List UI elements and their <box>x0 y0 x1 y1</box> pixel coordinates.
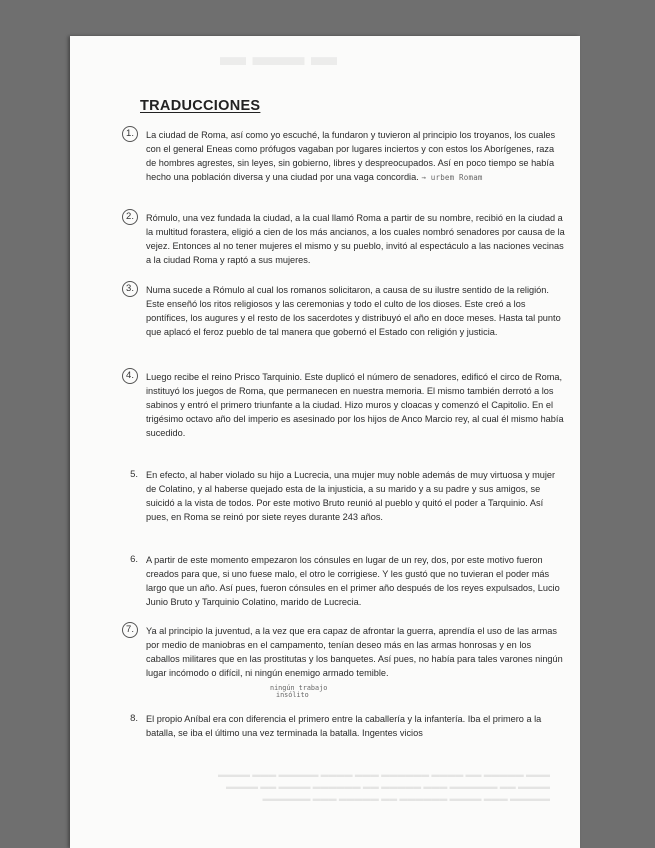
paragraph-7 <box>126 624 566 680</box>
paragraph-text: Numa sucede a Rómulo al cual los romanos solicitaron, a causa de su ilustre sentido de la religión. Este enseñó los ritos religiosos y las ceremonias y todo el culto de los dioses. Este creó a los pontífices, los augures y el resto de los sacerdotes y distribuyó el año en doce meses. Hasta tal punto que aplacó el feroz pueblo de tal manera que gobernó el Estado con religión y justicia. <box>146 285 561 338</box>
paragraph-number: 8. <box>130 713 138 724</box>
paragraph-number-circled: 7. <box>122 622 138 638</box>
paragraph-number-circled: 1. <box>122 126 138 142</box>
paragraph-number-circled: 2. <box>122 209 138 225</box>
paragraph-text: La ciudad de Roma, así como yo escuché, la fundaron y tuvieron al principio los troyanos, los cuales con el general Eneas como prófugos vagaban por lugares inciertos y con estos los Aborígenes, raza de hombres agrestes, sin leyes, sin gobierno, libres y despreocupados. Así en poco tiempo se había hecho una población diversa y una ciudad por una vaga concordia. <box>146 130 556 183</box>
handwritten-note: ningún trabajo insólito <box>270 684 328 699</box>
bleed-through-mark: ▬▬▬ ▬▬▬▬▬ ▬▬ ▬▬▬▬ ▬▬▬▬▬▬ ▬▬▬ ▬▬▬▬ ▬▬▬▬▬ ▬▬▬ ▬▬▬▬ ▬▬▬▬ ▬▬ ▬▬▬▬▬▬ ▬▬▬ ▬▬▬▬▬ ▬▬ ▬▬▬▬▬▬ ▬▬▬▬ ▬▬ ▬▬▬▬ ▬▬▬▬▬ ▬▬▬ ▬▬▬▬ ▬▬▬▬▬▬ ▬▬ ▬▬▬▬▬ ▬▬▬ ▬▬▬▬▬▬ <box>217 770 550 803</box>
paragraph-4 <box>126 370 566 440</box>
paragraph-text: En efecto, al haber violado su hijo a Lucrecia, una mujer muy noble además de muy virtuosa y mujer de Colatino, y al haberse quejado esta de la injusticia, a su marido y a su padre y sus amigos, se suicidó a la vista de todos. Por este motivo Bruto reunió al pueblo y quitó el poder a Tarquinio. Así pues, en Roma se reinó por siete reyes durante 243 años. <box>146 470 556 523</box>
paragraph-8 <box>130 712 566 740</box>
paragraph-1 <box>126 128 566 185</box>
paragraph-2 <box>126 211 566 267</box>
paragraph-text: Luego recibe el reino Prisco Tarquinio. Este duplicó el número de senadores, edificó el circo de Roma, instituyó los juegos de Roma, que permanecen en nuestra memoria. El mismo también derrotó a los sabinos y entró el primero triunfante a la ciudad. Hizo muros y cloacas y comenzó el Capitolio. En el trigésimo octavo año del imperio es asesinado por los hijos de Anco Marcio rey, al cual él mismo había sucedido. <box>146 372 564 439</box>
paragraph-text: Rómulo, una vez fundada la ciudad, a la cual llamó Roma a partir de su nombre, recibió en la ciudad a la multitud forastera, eligió a cien de los más ancianos, a los cuales nombró senadores por causa de la vejez. Entonces al no tener mujeres el mismo y su pueblo, invitó al espectáculo a las naciones vecinas a la ciudad Roma y raptó a sus mujeres. <box>146 213 565 266</box>
paragraph-6 <box>130 553 566 609</box>
paragraph-number-circled: 3. <box>122 281 138 297</box>
paragraph-number: 5. <box>130 469 138 480</box>
handwritten-note: → urbem Romam <box>421 173 483 183</box>
paragraph-text: A partir de este momento empezaron los cónsules en lugar de un rey, dos, por este motivo fueron creados para que, si uno fuese malo, el otro le corrigiese. Y les gustó que no tuvieran el poder más largo que un año. Así pues, fueron cónsules en el primer año después de los reyes expulsados, Lucio Junio Bruto y Tarquinio Colatino, marido de Lucrecia. <box>146 555 560 608</box>
page-title: TRADUCCIONES <box>140 98 261 114</box>
paragraph-number-circled: 4. <box>122 368 138 384</box>
document-page <box>70 36 580 848</box>
bleed-through-mark: ▬ ▬▬ ▬ <box>220 42 337 71</box>
paragraph-3 <box>126 283 566 339</box>
paragraph-number: 6. <box>130 554 138 565</box>
paragraph-5 <box>130 468 566 524</box>
paragraph-text: Ya al principio la juventud, a la vez que era capaz de afrontar la guerra, aprendía el uso de las armas por medio de maniobras en el campamento, tenían deseo más en las armas honrosas y en los caballos militares que en las prostitutas y los banquetes. Así pues, no había para tales varones ningún lugar incómodo o difícil, ni ningún enemigo armado temible. <box>146 626 563 679</box>
paragraph-text: El propio Aníbal era con diferencia el primero entre la caballería y la infantería. Iba el primero a la batalla, se iba el último una vez terminada la batalla. Ingentes vicios <box>146 714 542 739</box>
